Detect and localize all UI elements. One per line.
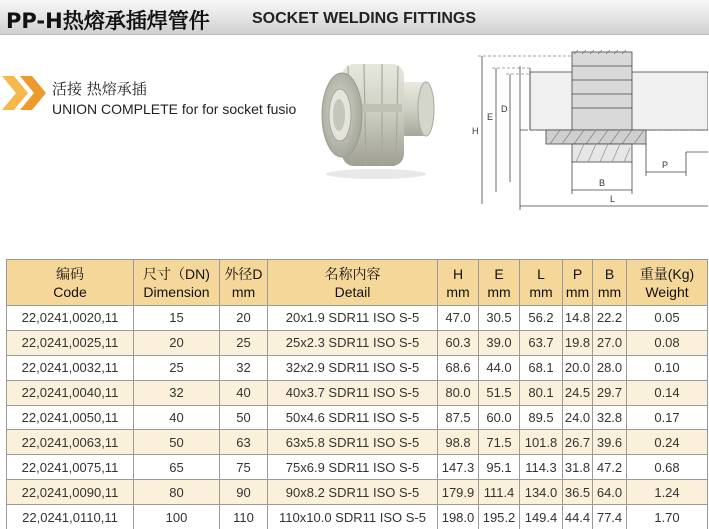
column-header-outer-diameter	[220, 260, 268, 306]
table-cell-detail: 50x4.6 SDR11 ISO S-5	[268, 405, 438, 430]
column-header-l	[520, 260, 563, 306]
column-header-en: mm	[487, 283, 511, 300]
table-cell-outer-diameter: 75	[220, 455, 268, 480]
table-cell-p: 24.0	[563, 405, 593, 430]
table-cell-code: 22,0241,0050,11	[7, 405, 134, 430]
table-cell-dimension: 80	[134, 480, 220, 505]
table-cell-h: 147.3	[438, 455, 479, 480]
table-cell-e: 95.1	[479, 455, 520, 480]
table-cell-outer-diameter: 63	[220, 430, 268, 455]
table-cell-dimension: 100	[134, 505, 220, 529]
column-header-cn: B	[604, 265, 615, 282]
table-cell-e: 51.5	[479, 380, 520, 405]
column-header-code	[7, 260, 134, 306]
table-cell-detail: 32x2.9 SDR11 ISO S-5	[268, 355, 438, 380]
column-header-dimension	[134, 260, 220, 306]
table-cell-e: 30.5	[479, 306, 520, 331]
column-header-e	[479, 260, 520, 306]
table-cell-detail: 20x1.9 SDR11 ISO S-5	[268, 306, 438, 331]
column-header-cn: 外径D	[224, 265, 263, 282]
title-bar	[0, 0, 709, 35]
column-header-cn: P	[572, 265, 583, 282]
dim-label-e: E	[487, 112, 494, 122]
table-row	[7, 330, 708, 355]
table-cell-dimension: 15	[134, 306, 220, 331]
column-header-en: Dimension	[143, 283, 210, 300]
table-cell-h: 198.0	[438, 505, 479, 529]
table-cell-code: 22,0241,0040,11	[7, 380, 134, 405]
table-cell-dimension: 32	[134, 380, 220, 405]
column-header-weight	[627, 260, 708, 306]
table-cell-l: 80.1	[520, 380, 563, 405]
column-header-en: Detail	[334, 283, 371, 300]
table-cell-b: 27.0	[593, 330, 627, 355]
table-cell-outer-diameter: 20	[220, 306, 268, 331]
table-cell-h: 98.8	[438, 430, 479, 455]
product-name-en: UNION COMPLETE for for socket fusio	[52, 101, 297, 117]
column-header-en: Weight	[645, 283, 689, 300]
table-cell-outer-diameter: 32	[220, 355, 268, 380]
table-cell-weight: 1.24	[627, 480, 708, 505]
table-cell-e: 195.2	[479, 505, 520, 529]
column-header-cn: 编码	[56, 265, 84, 282]
table-cell-l: 101.8	[520, 430, 563, 455]
table-cell-code: 22,0241,0110,11	[7, 505, 134, 529]
column-header-en: mm	[597, 283, 622, 300]
table-cell-p: 19.8	[563, 330, 593, 355]
table-cell-weight: 0.14	[627, 380, 708, 405]
column-header-en: mm	[231, 283, 256, 300]
table-row	[7, 455, 708, 480]
table-cell-e: 71.5	[479, 430, 520, 455]
table-cell-b: 64.0	[593, 480, 627, 505]
table-cell-outer-diameter: 25	[220, 330, 268, 355]
table-cell-dimension: 65	[134, 455, 220, 480]
table-cell-e: 60.0	[479, 405, 520, 430]
table-cell-weight: 0.68	[627, 455, 708, 480]
table-cell-l: 89.5	[520, 405, 563, 430]
table-cell-dimension: 25	[134, 355, 220, 380]
table-cell-dimension: 40	[134, 405, 220, 430]
table-cell-h: 179.9	[438, 480, 479, 505]
page-title-en: SOCKET WELDING FITTINGS	[252, 10, 476, 27]
table-cell-detail: 90x8.2 SDR11 ISO S-5	[268, 480, 438, 505]
table-row	[7, 405, 708, 430]
table-cell-l: 134.0	[520, 480, 563, 505]
table-cell-l: 56.2	[520, 306, 563, 331]
column-header-cn: L	[537, 265, 545, 282]
column-header-p	[563, 260, 593, 306]
table-cell-outer-diameter: 110	[220, 505, 268, 529]
table-cell-weight: 0.24	[627, 430, 708, 455]
table-cell-weight: 1.70	[627, 505, 708, 529]
table-cell-l: 68.1	[520, 355, 563, 380]
product-photo	[312, 52, 440, 180]
table-cell-code: 22,0241,0032,11	[7, 355, 134, 380]
table-cell-detail: 40x3.7 SDR11 ISO S-5	[268, 380, 438, 405]
column-header-cn: E	[494, 265, 504, 282]
table-cell-code: 22,0241,0025,11	[7, 330, 134, 355]
table-cell-p: 36.5	[563, 480, 593, 505]
table-cell-outer-diameter: 50	[220, 405, 268, 430]
column-header-b	[593, 260, 627, 306]
table-cell-b: 47.2	[593, 455, 627, 480]
table-cell-e: 44.0	[479, 355, 520, 380]
column-header-cn: 名称内容	[324, 265, 381, 282]
table-cell-p: 14.8	[563, 306, 593, 331]
table-cell-dimension: 20	[134, 330, 220, 355]
table-row	[7, 306, 708, 331]
table-cell-detail: 63x5.8 SDR11 ISO S-5	[268, 430, 438, 455]
table-cell-weight: 0.08	[627, 330, 708, 355]
column-header-cn: 重量(Kg)	[639, 265, 695, 282]
column-header-en: Code	[53, 283, 87, 300]
table-cell-b: 39.6	[593, 430, 627, 455]
table-cell-p: 20.0	[563, 355, 593, 380]
dim-label-b: B	[599, 178, 606, 188]
table-cell-code: 22,0241,0075,11	[7, 455, 134, 480]
table-cell-p: 31.8	[563, 455, 593, 480]
table-cell-code: 22,0241,0090,11	[7, 480, 134, 505]
table-cell-h: 60.3	[438, 330, 479, 355]
table-header	[7, 260, 708, 306]
table-cell-b: 32.8	[593, 405, 627, 430]
column-header-en: mm	[529, 283, 553, 300]
dim-label-h: H	[472, 126, 479, 136]
table-cell-p: 44.4	[563, 505, 593, 529]
table-cell-weight: 0.10	[627, 355, 708, 380]
table-cell-l: 63.7	[520, 330, 563, 355]
table-cell-dimension: 50	[134, 430, 220, 455]
column-header-detail	[268, 260, 438, 306]
table-row	[7, 355, 708, 380]
column-header-h	[438, 260, 479, 306]
table-row	[7, 480, 708, 505]
table-cell-detail: 110x10.0 SDR11 ISO S-5	[268, 505, 438, 529]
page-title-cn: PP-H热熔承插焊管件	[6, 9, 210, 33]
table-cell-l: 114.3	[520, 455, 563, 480]
table-body	[7, 306, 708, 529]
table-cell-b: 77.4	[593, 505, 627, 529]
dim-label-l: L	[610, 194, 616, 204]
table-cell-weight: 0.05	[627, 306, 708, 331]
spec-table	[6, 259, 708, 529]
table-cell-outer-diameter: 40	[220, 380, 268, 405]
table-cell-l: 149.4	[520, 505, 563, 529]
table-cell-e: 39.0	[479, 330, 520, 355]
table-cell-p: 26.7	[563, 430, 593, 455]
table-cell-outer-diameter: 90	[220, 480, 268, 505]
table-cell-h: 47.0	[438, 306, 479, 331]
chevron-right-icon	[2, 76, 48, 110]
column-header-cn: H	[452, 265, 464, 282]
column-header-en: mm	[565, 283, 590, 300]
product-name-cn: 活接 热熔承插	[52, 80, 147, 98]
table-cell-e: 111.4	[479, 480, 520, 505]
table-cell-b: 22.2	[593, 306, 627, 331]
table-cell-h: 68.6	[438, 355, 479, 380]
table-row	[7, 380, 708, 405]
column-header-en: mm	[446, 283, 470, 300]
table-cell-code: 22,0241,0020,11	[7, 306, 134, 331]
table-cell-detail: 25x2.3 SDR11 ISO S-5	[268, 330, 438, 355]
table-cell-b: 28.0	[593, 355, 627, 380]
technical-drawing	[460, 42, 708, 214]
dim-label-d: D	[501, 104, 508, 114]
table-cell-code: 22,0241,0063,11	[7, 430, 134, 455]
table-cell-p: 24.5	[563, 380, 593, 405]
table-row	[7, 430, 708, 455]
table-cell-detail: 75x6.9 SDR11 ISO S-5	[268, 455, 438, 480]
dim-label-p: P	[662, 160, 669, 170]
column-header-cn: 尺寸（DN)	[143, 265, 210, 282]
table-cell-b: 29.7	[593, 380, 627, 405]
table-cell-h: 80.0	[438, 380, 479, 405]
table-row	[7, 505, 708, 529]
table-cell-h: 87.5	[438, 405, 479, 430]
table-cell-weight: 0.17	[627, 405, 708, 430]
